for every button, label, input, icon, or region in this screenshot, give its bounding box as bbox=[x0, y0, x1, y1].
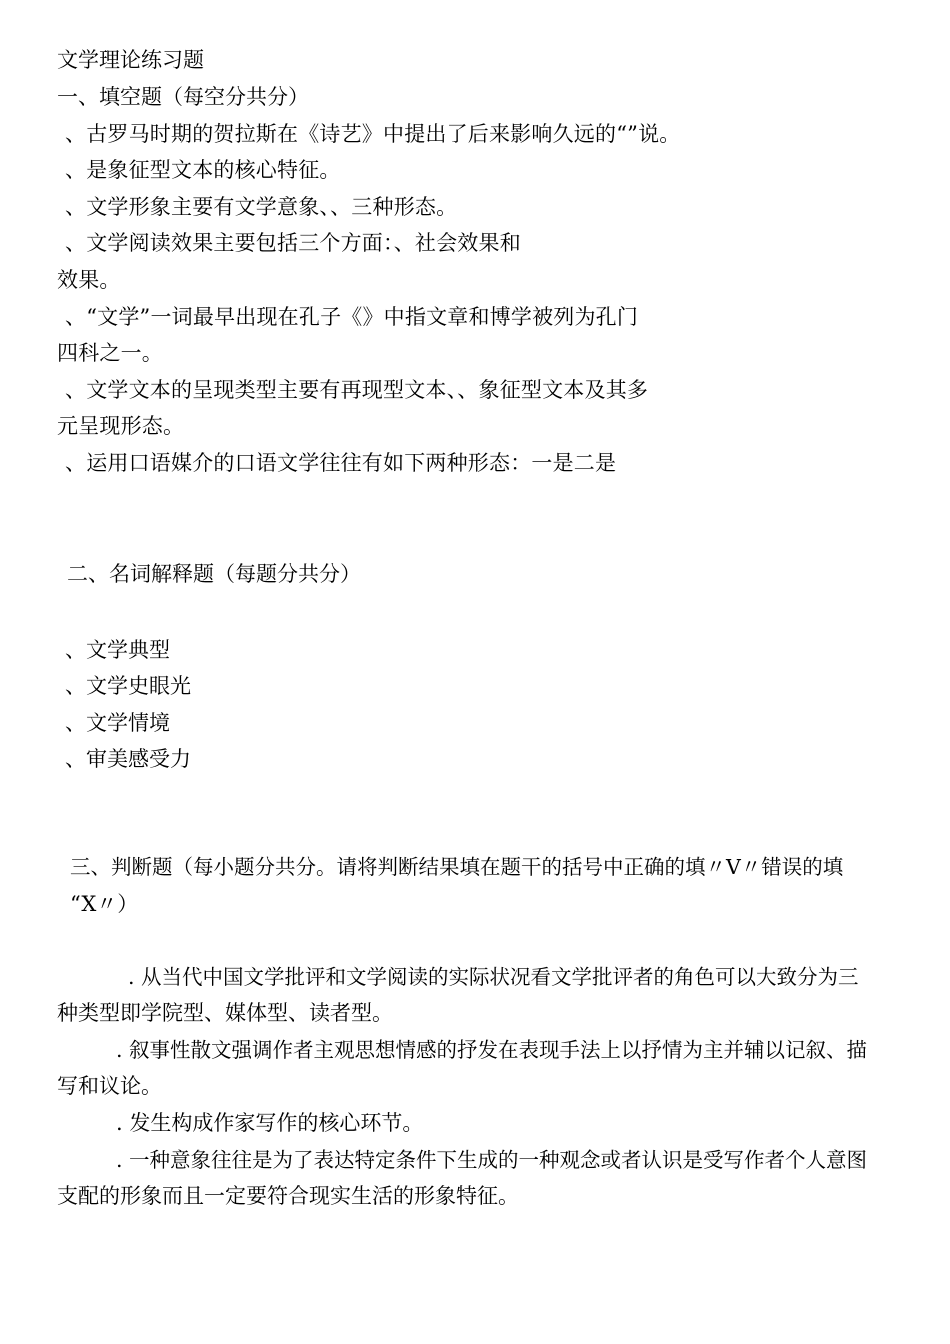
judgment-line: . 一种意象往往是为了表达特定条件下生成的一种观念或者认识是受写作者个人意图 bbox=[116, 1148, 868, 1172]
fill-blank-line: 、文学文本的呈现类型主要有再现型文本、、象征型文本及其多 bbox=[65, 378, 649, 402]
judgment-line: . 发生构成作家写作的核心环节。 bbox=[116, 1111, 424, 1135]
judgment-line: 写和议论。 bbox=[57, 1074, 162, 1098]
fill-blank-line: 、“文学”一词最早出现在孔子《》中指文章和博学被列为孔门 bbox=[65, 305, 639, 329]
term-item: 、审美感受力 bbox=[65, 747, 191, 771]
fill-blank-line: 元呈现形态。 bbox=[57, 414, 185, 438]
judgment-line: . 叙事性散文强调作者主观思想情感的抒发在表现手法上以抒情为主并辅以记叙、描 bbox=[116, 1038, 868, 1062]
fill-blank-line: 、是象征型文本的核心特征。 bbox=[65, 158, 341, 182]
term-item: 、文学情境 bbox=[65, 711, 170, 735]
fill-blank-line: 、文学阅读效果主要包括三个方面：、社会效果和 bbox=[65, 231, 521, 255]
judgment-line: . 从当代中国文学批评和文学阅读的实际状况看文学批评者的角色可以大致分为三 bbox=[128, 965, 859, 989]
fill-blank-line: 、运用口语媒介的口语文学往往有如下两种形态：一是二是 bbox=[65, 451, 617, 475]
fill-blank-line: 四科之一。 bbox=[57, 341, 163, 365]
term-item: 、文学典型 bbox=[65, 638, 170, 662]
fill-blank-line: 、文学形象主要有文学意象、、三种形态。 bbox=[65, 195, 458, 219]
doc-title: 文学理论练习题 bbox=[57, 48, 204, 72]
judgment-line: 支配的形象而且一定要符合现实生活的形象特征。 bbox=[57, 1184, 519, 1208]
term-item: 、文学史眼光 bbox=[65, 674, 191, 698]
section3-heading: 三、判断题（每小题分共分。请将判断结果填在题干的括号中正确的填〃V〃错误的填 bbox=[70, 855, 844, 879]
section3-heading-cont: “X〃） bbox=[70, 892, 139, 916]
fill-blank-line: 、古罗马时期的贺拉斯在《诗艺》中提出了后来影响久远的“”说。 bbox=[65, 122, 681, 146]
section1-heading: 一、填空题（每空分共分） bbox=[57, 85, 309, 109]
section2-heading: 二、名词解释题（每题分共分） bbox=[67, 562, 361, 586]
judgment-line: 种类型即学院型、媒体型、读者型。 bbox=[57, 1001, 393, 1025]
fill-blank-line: 效果。 bbox=[57, 268, 121, 292]
